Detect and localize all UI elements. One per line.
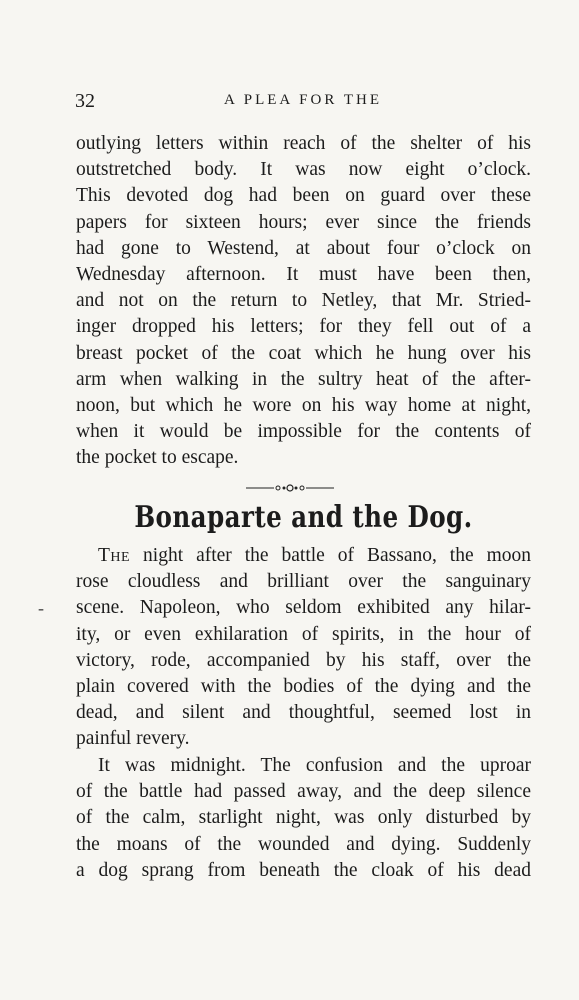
text-line: of the battle had passed away, and the deep silence (76, 781, 531, 803)
text-line: scene. Napoleon, who seldom exhibited any hilar- (76, 597, 531, 619)
text-line: papers for sixteen hours; ever since the friends (76, 211, 531, 233)
paragraph-bassano (76, 543, 531, 753)
running-head: A PLEA FOR THE (224, 92, 382, 108)
paragraph-midnight (76, 753, 531, 884)
text-line: ity, or even exhilaration of spirits, in the hour of (76, 623, 531, 645)
text-line: Wednesday afternoon. It must have been then, (76, 263, 531, 285)
section-title: Bonaparte and the Dog. (134, 500, 473, 535)
text-line: inger dropped his letters; for they fell out of a (76, 316, 531, 338)
text-line: had gone to Westend, at about four o’clock on (76, 237, 531, 259)
text-line: outlying letters within reach of the shelter of his (76, 133, 531, 154)
margin-mark: - (38, 598, 44, 618)
text-line: painful revery. (76, 728, 190, 750)
text-line: of the calm, starlight night, was only disturbed by (76, 807, 531, 829)
text-line: arm when walking in the sultry heat of the after- (76, 368, 531, 390)
text-line: and not on the return to Netley, that Mr. Stried- (76, 290, 531, 312)
text-fragment: night after the battle of Bassano, the moon (130, 545, 531, 566)
page-header (75, 90, 531, 114)
text-line: breast pocket of the coat which he hung over his (76, 342, 531, 364)
paragraph-continued (76, 131, 531, 471)
ornament-divider (246, 483, 334, 493)
text-line-first (76, 543, 531, 569)
text-line: This devoted dog had been on guard over these (76, 185, 531, 207)
text-line: the moans of the wounded and dying. Suddenly (76, 833, 531, 855)
text-line: outstretched body. It was now eight o’clock. (76, 159, 531, 181)
text-line: a dog sprang from beneath the cloak of his dead (76, 859, 531, 881)
text-line: noon, but which he wore on his way home at night, (76, 394, 531, 416)
text-line: the pocket to escape. (76, 447, 239, 469)
text-line: rose cloudless and brilliant over the sanguinary (76, 571, 531, 593)
text-line: plain covered with the bodies of the dying and the (76, 675, 531, 697)
text-line: It was midnight. The confusion and the uproar (98, 755, 531, 776)
text-line: victory, rode, accompanied by his staff, over the (76, 649, 531, 671)
text-line: dead, and silent and thoughtful, seemed lost in (76, 702, 531, 724)
opening-word: The (98, 545, 131, 566)
text-line: when it would be impossible for the contents of (76, 421, 531, 443)
page-number: 32 (75, 90, 95, 112)
